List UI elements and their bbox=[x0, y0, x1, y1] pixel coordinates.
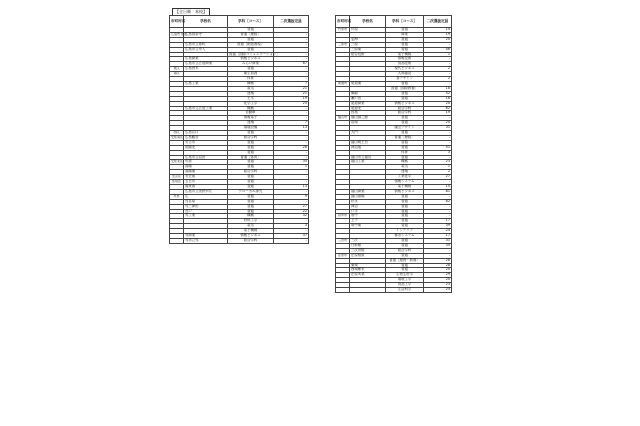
course-cell: みらい商業 bbox=[228, 62, 274, 67]
municipality-cell bbox=[170, 238, 184, 243]
quota-cell: 14 bbox=[424, 28, 452, 33]
quota-cell: - bbox=[424, 209, 452, 214]
school-name-cell: 東城 bbox=[350, 263, 386, 268]
course-cell: 環境工学 bbox=[386, 278, 424, 283]
course-cell: グローカル探究 bbox=[228, 189, 274, 194]
school-name-cell: 広島皆実 bbox=[184, 67, 228, 72]
course-cell: 普通 bbox=[386, 81, 424, 86]
quota-cell: 7 bbox=[274, 81, 309, 86]
course-cell: 総合学科 bbox=[228, 170, 274, 175]
quota-cell: - bbox=[274, 28, 309, 33]
course-cell: 体育 bbox=[228, 77, 274, 82]
course-cell: 情報ビジネス bbox=[386, 101, 424, 106]
course-cell: 生活科学 bbox=[386, 288, 424, 293]
course-cell: 食品工学 bbox=[386, 283, 424, 288]
school-name-cell: 広島工業 bbox=[184, 81, 228, 86]
course-cell: 情報システム bbox=[386, 180, 424, 185]
school-name-cell: 音戸 bbox=[184, 209, 228, 214]
course-cell: 生物生産学 bbox=[386, 273, 424, 278]
school-name-cell: 三原 bbox=[350, 42, 386, 47]
school-name-cell: 呉宮原 bbox=[184, 199, 228, 204]
quota-cell: 1 bbox=[274, 165, 309, 170]
school-name-cell: 松永 bbox=[350, 199, 386, 204]
quota-cell: - bbox=[424, 81, 452, 86]
course-cell: 食デザイン bbox=[386, 77, 424, 82]
quota-cell: - bbox=[274, 116, 309, 121]
quota-cell: - bbox=[274, 47, 309, 52]
quota-cell: - bbox=[274, 32, 309, 37]
school-name-cell: 広島国泰寺 bbox=[184, 32, 228, 37]
course-cell: 普通 bbox=[228, 165, 274, 170]
municipality-cell: 府中市 bbox=[336, 214, 350, 219]
municipality-cell: 南区 bbox=[170, 72, 184, 77]
course-cell: 普通 bbox=[228, 37, 274, 42]
quota-cell: - bbox=[274, 131, 309, 136]
course-cell: 人間福祉 bbox=[386, 72, 424, 77]
course-cell: 普通 bbox=[386, 263, 424, 268]
quota-cell: - bbox=[424, 248, 452, 253]
course-cell: 普通 bbox=[228, 175, 274, 180]
quota-cell: - bbox=[274, 111, 309, 116]
course-cell: 普通 bbox=[386, 243, 424, 248]
left-table-header bbox=[170, 16, 309, 28]
quota-cell: 13 bbox=[274, 185, 309, 190]
course-cell: 電気 bbox=[228, 86, 274, 91]
quota-cell: 35 bbox=[424, 243, 452, 248]
quota-cell: - bbox=[274, 135, 309, 140]
school-name-cell: 福山誠之館 bbox=[350, 116, 386, 121]
quota-cell: 7 bbox=[274, 121, 309, 126]
quota-cell: 20 bbox=[424, 268, 452, 273]
school-name-cell: 総合技術 bbox=[350, 52, 386, 57]
municipality-cell: 竹原市 bbox=[336, 28, 350, 33]
course-cell: 総合学科 bbox=[386, 106, 424, 111]
municipality-cell bbox=[336, 288, 350, 293]
col-school-header: 学校名 bbox=[350, 16, 386, 28]
course-cell: 園芸デザイン bbox=[386, 126, 424, 131]
course-cell: 普通 bbox=[386, 194, 424, 199]
course-cell: 普通［体育］ bbox=[228, 155, 274, 160]
course-cell: 電子機械 bbox=[386, 52, 424, 57]
course-cell: 普通 bbox=[386, 140, 424, 145]
quota-cell: - bbox=[424, 116, 452, 121]
quota-cell: - bbox=[424, 62, 452, 67]
course-cell: 食品技術 bbox=[386, 62, 424, 67]
course-cell: 総合学科 bbox=[228, 238, 274, 243]
school-name-cell: 庄原実業 bbox=[350, 273, 386, 278]
municipality-cell: 安芸区 bbox=[170, 175, 184, 180]
school-name-cell: 呉市立呉 bbox=[184, 238, 228, 243]
school-name-cell: 安芸南 bbox=[184, 175, 228, 180]
course-cell: 普通 bbox=[386, 238, 424, 243]
quota-cell: 25 bbox=[274, 101, 309, 106]
course-cell: 普通 bbox=[228, 199, 274, 204]
right-table-header bbox=[336, 16, 452, 28]
course-cell: 普通 bbox=[386, 121, 424, 126]
quota-cell: 62 bbox=[424, 199, 452, 204]
quota-cell: 18 bbox=[424, 86, 452, 91]
course-cell: 電気 bbox=[228, 224, 274, 229]
quota-cell: 42 bbox=[424, 91, 452, 96]
course-cell: 普通 bbox=[386, 209, 424, 214]
course-cell: 普通 bbox=[386, 145, 424, 150]
course-cell: 普通 bbox=[386, 199, 424, 204]
quota-cell: 24 bbox=[424, 229, 452, 234]
quota-cell: - bbox=[424, 194, 452, 199]
col-course-header: 学科［コース］ bbox=[228, 16, 274, 28]
course-cell: 普通 bbox=[386, 253, 424, 258]
quota-cell: 27 bbox=[424, 175, 452, 180]
quota-cell: - bbox=[424, 135, 452, 140]
course-cell: 普通 bbox=[228, 145, 274, 150]
course-cell: 普通 bbox=[386, 155, 424, 160]
course-cell: 普通 bbox=[386, 47, 424, 52]
school-name-cell: 府中 bbox=[350, 214, 386, 219]
school-name-cell: 戸手 bbox=[350, 209, 386, 214]
school-name-cell: 広島市立広島工業 bbox=[184, 106, 228, 111]
school-name-cell: 祇園北 bbox=[184, 145, 228, 150]
quota-cell: 29 bbox=[424, 273, 452, 278]
quota-cell: 3 bbox=[274, 224, 309, 229]
quota-cell: 17 bbox=[424, 234, 452, 239]
course-cell: 商業 bbox=[386, 32, 424, 37]
school-name-cell: 竹原 bbox=[350, 28, 386, 33]
course-cell: 材料工学 bbox=[228, 219, 274, 224]
course-cell: 普通 bbox=[386, 204, 424, 209]
quota-cell: - bbox=[274, 199, 309, 204]
table-row bbox=[336, 288, 452, 293]
course-cell: インテリア bbox=[386, 229, 424, 234]
municipality-cell: 庄原市 bbox=[336, 253, 350, 258]
course-cell: 電気 bbox=[386, 165, 424, 170]
quota-cell: - bbox=[424, 214, 452, 219]
quota-cell: 51 bbox=[424, 145, 452, 150]
course-cell: 普通 bbox=[386, 42, 424, 47]
course-cell: 普通 bbox=[386, 131, 424, 136]
quota-cell: 25 bbox=[424, 288, 452, 293]
course-cell: 普通 bbox=[228, 204, 274, 209]
quota-cell: - bbox=[274, 42, 309, 47]
school-name-cell: 可部 bbox=[184, 160, 228, 165]
school-name-cell: 神辺 bbox=[350, 204, 386, 209]
school-name-cell: 尾道東 bbox=[350, 81, 386, 86]
course-cell: 環境設備 bbox=[228, 126, 274, 131]
course-cell: 普通［連携・教養］ bbox=[386, 258, 424, 263]
school-name-cell: 沼南 bbox=[350, 121, 386, 126]
school-name-cell: 広島商業 bbox=[184, 57, 228, 62]
school-name-cell bbox=[350, 288, 386, 293]
municipality-cell: 尾道市 bbox=[336, 81, 350, 86]
quota-cell: - bbox=[424, 180, 452, 185]
quota-cell: 3 bbox=[424, 150, 452, 155]
school-name-cell: 瀬戸田 bbox=[350, 96, 386, 101]
course-cell: 建築 bbox=[228, 121, 274, 126]
course-cell: 総合学科 bbox=[228, 135, 274, 140]
quota-cell: 62 bbox=[424, 106, 452, 111]
course-cell: 普通 bbox=[228, 209, 274, 214]
municipality-cell: 広島市 中区 bbox=[171, 31, 187, 36]
municipality-cell: 安佐南区 bbox=[171, 134, 184, 139]
course-cell: 情報ビジネス bbox=[228, 57, 274, 62]
quota-cell: - bbox=[424, 155, 452, 160]
quota-cell: - bbox=[424, 42, 452, 47]
quota-cell: 19 bbox=[424, 32, 452, 37]
school-name-cell: 大門 bbox=[350, 131, 386, 136]
quota-cell: - bbox=[274, 67, 309, 72]
school-name-cell: 高陽 bbox=[184, 165, 228, 170]
quota-cell: 9 bbox=[274, 194, 309, 199]
quota-cell: 39 bbox=[424, 224, 452, 229]
header-tag: 【全日制 本校】 bbox=[172, 8, 210, 16]
col-municipality-header: 市町村名 bbox=[336, 16, 350, 28]
quota-cell: 20 bbox=[424, 37, 452, 42]
school-name-cell: 府中東 bbox=[350, 224, 386, 229]
quota-cell: - bbox=[274, 180, 309, 185]
col-quota-header: 二次選抜定員 bbox=[424, 16, 452, 28]
quota-cell: 27 bbox=[274, 204, 309, 209]
quota-cell: 23 bbox=[424, 160, 452, 165]
quota-cell: - bbox=[424, 253, 452, 258]
quota-cell: - bbox=[274, 189, 309, 194]
school-name-cell: 五日市 bbox=[184, 180, 228, 185]
course-cell: 化学工学 bbox=[228, 101, 274, 106]
quota-cell: - bbox=[424, 204, 452, 209]
school-name-cell: 福山市立福山 bbox=[350, 155, 386, 160]
quota-cell: 46 bbox=[424, 47, 452, 52]
course-cell: 普通 bbox=[228, 194, 274, 199]
course-cell: 普通 bbox=[386, 219, 424, 224]
col-school-header: 学校名 bbox=[184, 16, 228, 28]
course-cell: 普通 bbox=[386, 96, 424, 101]
school-name-cell: 福山工業 bbox=[350, 160, 386, 165]
school-name-cell: 呉三津田 bbox=[184, 204, 228, 209]
course-cell: 建築 bbox=[386, 170, 424, 175]
quota-cell: - bbox=[424, 131, 452, 136]
course-cell: 電子機械 bbox=[386, 185, 424, 190]
course-cell: 普通 bbox=[228, 131, 274, 136]
school-name-cell: 広島市立広島商業 bbox=[184, 62, 228, 67]
course-cell: 普通 bbox=[386, 116, 424, 121]
course-cell: 情報ビジネス bbox=[386, 189, 424, 194]
course-cell: 機械 bbox=[228, 81, 274, 86]
school-name-cell: 高陽東 bbox=[184, 170, 228, 175]
quota-cell: 17 bbox=[424, 219, 452, 224]
course-cell: 普通［理数］ bbox=[228, 32, 274, 37]
school-name-cell: 神辺旭 bbox=[350, 145, 386, 150]
quota-cell: 19 bbox=[274, 96, 309, 101]
school-name-cell: 呉商業 bbox=[184, 234, 228, 239]
course-cell: 機械 bbox=[228, 214, 274, 219]
quota-cell: 19 bbox=[424, 111, 452, 116]
school-name-cell: 西城紫水 bbox=[350, 268, 386, 273]
quota-cell: 24 bbox=[424, 121, 452, 126]
course-cell: 総合学科 bbox=[386, 111, 424, 116]
quota-cell: - bbox=[274, 219, 309, 224]
course-cell: 普通 bbox=[386, 37, 424, 42]
quota-cell: 1 bbox=[424, 52, 452, 57]
quota-cell: - bbox=[274, 170, 309, 175]
municipality-cell: 三原市 bbox=[336, 42, 350, 47]
quota-cell: 21 bbox=[274, 91, 309, 96]
municipality-cell: 西区 bbox=[170, 131, 184, 136]
table-row bbox=[170, 238, 309, 243]
quota-cell: - bbox=[274, 57, 309, 62]
quota-cell: - bbox=[424, 72, 452, 77]
course-cell: 普通 bbox=[228, 160, 274, 165]
quota-cell: 20 bbox=[424, 101, 452, 106]
quota-cell: 28 bbox=[424, 258, 452, 263]
course-cell: 都市システム bbox=[386, 234, 424, 239]
school-name-cell: 因島 bbox=[350, 111, 386, 116]
course-cell: 土木 bbox=[228, 96, 274, 101]
right-admission-table bbox=[335, 15, 452, 293]
quota-cell: 31 bbox=[424, 126, 452, 131]
course-cell: 現代ビジネス bbox=[386, 67, 424, 72]
quota-cell: 23 bbox=[424, 283, 452, 288]
course-cell: 情報電子 bbox=[228, 116, 274, 121]
course-cell: 自動車 bbox=[228, 111, 274, 116]
course-cell: 普通 bbox=[386, 268, 424, 273]
municipality-cell: 三次市 bbox=[336, 238, 350, 243]
quota-cell: - bbox=[274, 140, 309, 145]
quota-cell: 15 bbox=[424, 185, 452, 190]
course-cell: 普通 bbox=[386, 28, 424, 33]
school-name-cell: 福山葦陽 bbox=[350, 194, 386, 199]
course-cell: 普通 bbox=[228, 150, 274, 155]
quota-cell: 1 bbox=[424, 165, 452, 170]
course-cell: 建築 bbox=[228, 91, 274, 96]
course-cell: 普通［国際コミュニケーション］ bbox=[229, 51, 280, 56]
quota-cell: 13 bbox=[274, 126, 309, 131]
school-name-cell: 忠海 bbox=[350, 37, 386, 42]
quota-cell: 20 bbox=[424, 278, 452, 283]
school-name-cell: 広島観音 bbox=[184, 135, 228, 140]
school-name-cell: 広島市立舟入 bbox=[184, 47, 228, 52]
quota-cell: 37 bbox=[274, 234, 309, 239]
school-name-cell: 尾道北 bbox=[350, 106, 386, 111]
school-name-cell: 広島井口 bbox=[184, 131, 228, 136]
school-name-cell: 上下 bbox=[350, 219, 386, 224]
school-name-cell: 広島市立沼田 bbox=[184, 155, 228, 160]
course-cell: 普通［国際教養］ bbox=[386, 86, 424, 91]
quota-cell: 32 bbox=[274, 214, 309, 219]
course-cell: 工業化学 bbox=[386, 175, 424, 180]
municipality-cell: 東区 bbox=[170, 67, 184, 72]
course-cell: 衛生看護 bbox=[228, 72, 274, 77]
school-name-cell: 庄原格致 bbox=[350, 253, 386, 258]
quota-cell: 21 bbox=[274, 86, 309, 91]
course-cell: 機械 bbox=[386, 160, 424, 165]
course-cell: 電子機械 bbox=[228, 229, 274, 234]
quota-cell: 67 bbox=[274, 62, 309, 67]
col-municipality-header: 市町村名 bbox=[170, 16, 184, 28]
quota-cell: 81 bbox=[424, 189, 452, 194]
quota-cell: 31 bbox=[424, 238, 452, 243]
quota-cell: - bbox=[274, 238, 309, 243]
school-name-cell: 広 bbox=[184, 194, 228, 199]
school-name-cell: 広島市立基町 bbox=[184, 42, 228, 47]
quota-cell: - bbox=[274, 229, 309, 234]
quota-cell: - bbox=[424, 57, 452, 62]
course-cell: 普通 bbox=[228, 47, 274, 52]
course-cell: 普通 bbox=[228, 180, 274, 185]
course-cell: 普通 bbox=[228, 140, 274, 145]
quota-cell: 2 bbox=[424, 77, 452, 82]
left-admission-table bbox=[169, 15, 309, 244]
quota-cell: - bbox=[274, 150, 309, 155]
school-name-cell: 安古市 bbox=[184, 140, 228, 145]
quota-cell: - bbox=[274, 155, 309, 160]
course-cell: 機械 bbox=[228, 106, 274, 111]
course-cell: 総合学科 bbox=[386, 248, 424, 253]
school-name-cell: 御調 bbox=[350, 91, 386, 96]
quota-cell: - bbox=[274, 77, 309, 82]
quota-cell: - bbox=[274, 106, 309, 111]
course-cell: 普通［創造表現］ bbox=[228, 42, 274, 47]
school-name-cell: 福山商業 bbox=[350, 189, 386, 194]
quota-cell: 35 bbox=[274, 160, 309, 165]
col-course-header: 学科［コース］ bbox=[386, 16, 424, 28]
course-cell: 普通 bbox=[386, 91, 424, 96]
course-cell: 普通［理数］ bbox=[386, 135, 424, 140]
municipality-cell: 佐伯区 bbox=[170, 180, 184, 185]
municipality-cell: 福山市 bbox=[336, 116, 350, 121]
quota-cell: - bbox=[274, 72, 309, 77]
course-cell: 情報技術 bbox=[386, 57, 424, 62]
quota-cell: - bbox=[274, 37, 309, 42]
course-cell: 体育 bbox=[386, 150, 424, 155]
quota-cell: 2 bbox=[424, 67, 452, 72]
school-name-cell: 湯来南 bbox=[184, 185, 228, 190]
school-name-cell: 三原東 bbox=[350, 47, 386, 52]
course-cell: 普通 bbox=[228, 185, 274, 190]
quota-cell: 2 bbox=[424, 170, 452, 175]
col-quota-header: 二次選抜定員 bbox=[274, 16, 309, 28]
school-name-cell: 呉工業 bbox=[184, 214, 228, 219]
quota-cell: - bbox=[424, 140, 452, 145]
course-cell: 普通 bbox=[386, 214, 424, 219]
course-cell: 普通 bbox=[228, 67, 274, 72]
quota-cell: 28 bbox=[424, 263, 452, 268]
school-name-cell: 尾道商業 bbox=[350, 101, 386, 106]
school-name-cell: 広島市立美鈴が丘 bbox=[184, 189, 228, 194]
school-name-cell: 三次 bbox=[350, 238, 386, 243]
municipality-cell: 呉市 bbox=[170, 194, 184, 199]
school-name-cell: 福山明王台 bbox=[350, 140, 386, 145]
quota-cell: - bbox=[274, 175, 309, 180]
quota-cell: 22 bbox=[274, 209, 309, 214]
course-cell: 情報ビジネス bbox=[228, 234, 274, 239]
school-name-cell: 日彰館 bbox=[350, 243, 386, 248]
quota-cell: - bbox=[274, 52, 309, 57]
course-cell: 普通 bbox=[228, 28, 274, 33]
municipality-cell: 安佐北区 bbox=[171, 159, 184, 164]
school-name-cell: 三次青陵 bbox=[350, 248, 386, 253]
quota-cell: 28 bbox=[274, 145, 309, 150]
course-cell: 普通 bbox=[386, 224, 424, 229]
quota-cell: 16 bbox=[424, 96, 452, 101]
